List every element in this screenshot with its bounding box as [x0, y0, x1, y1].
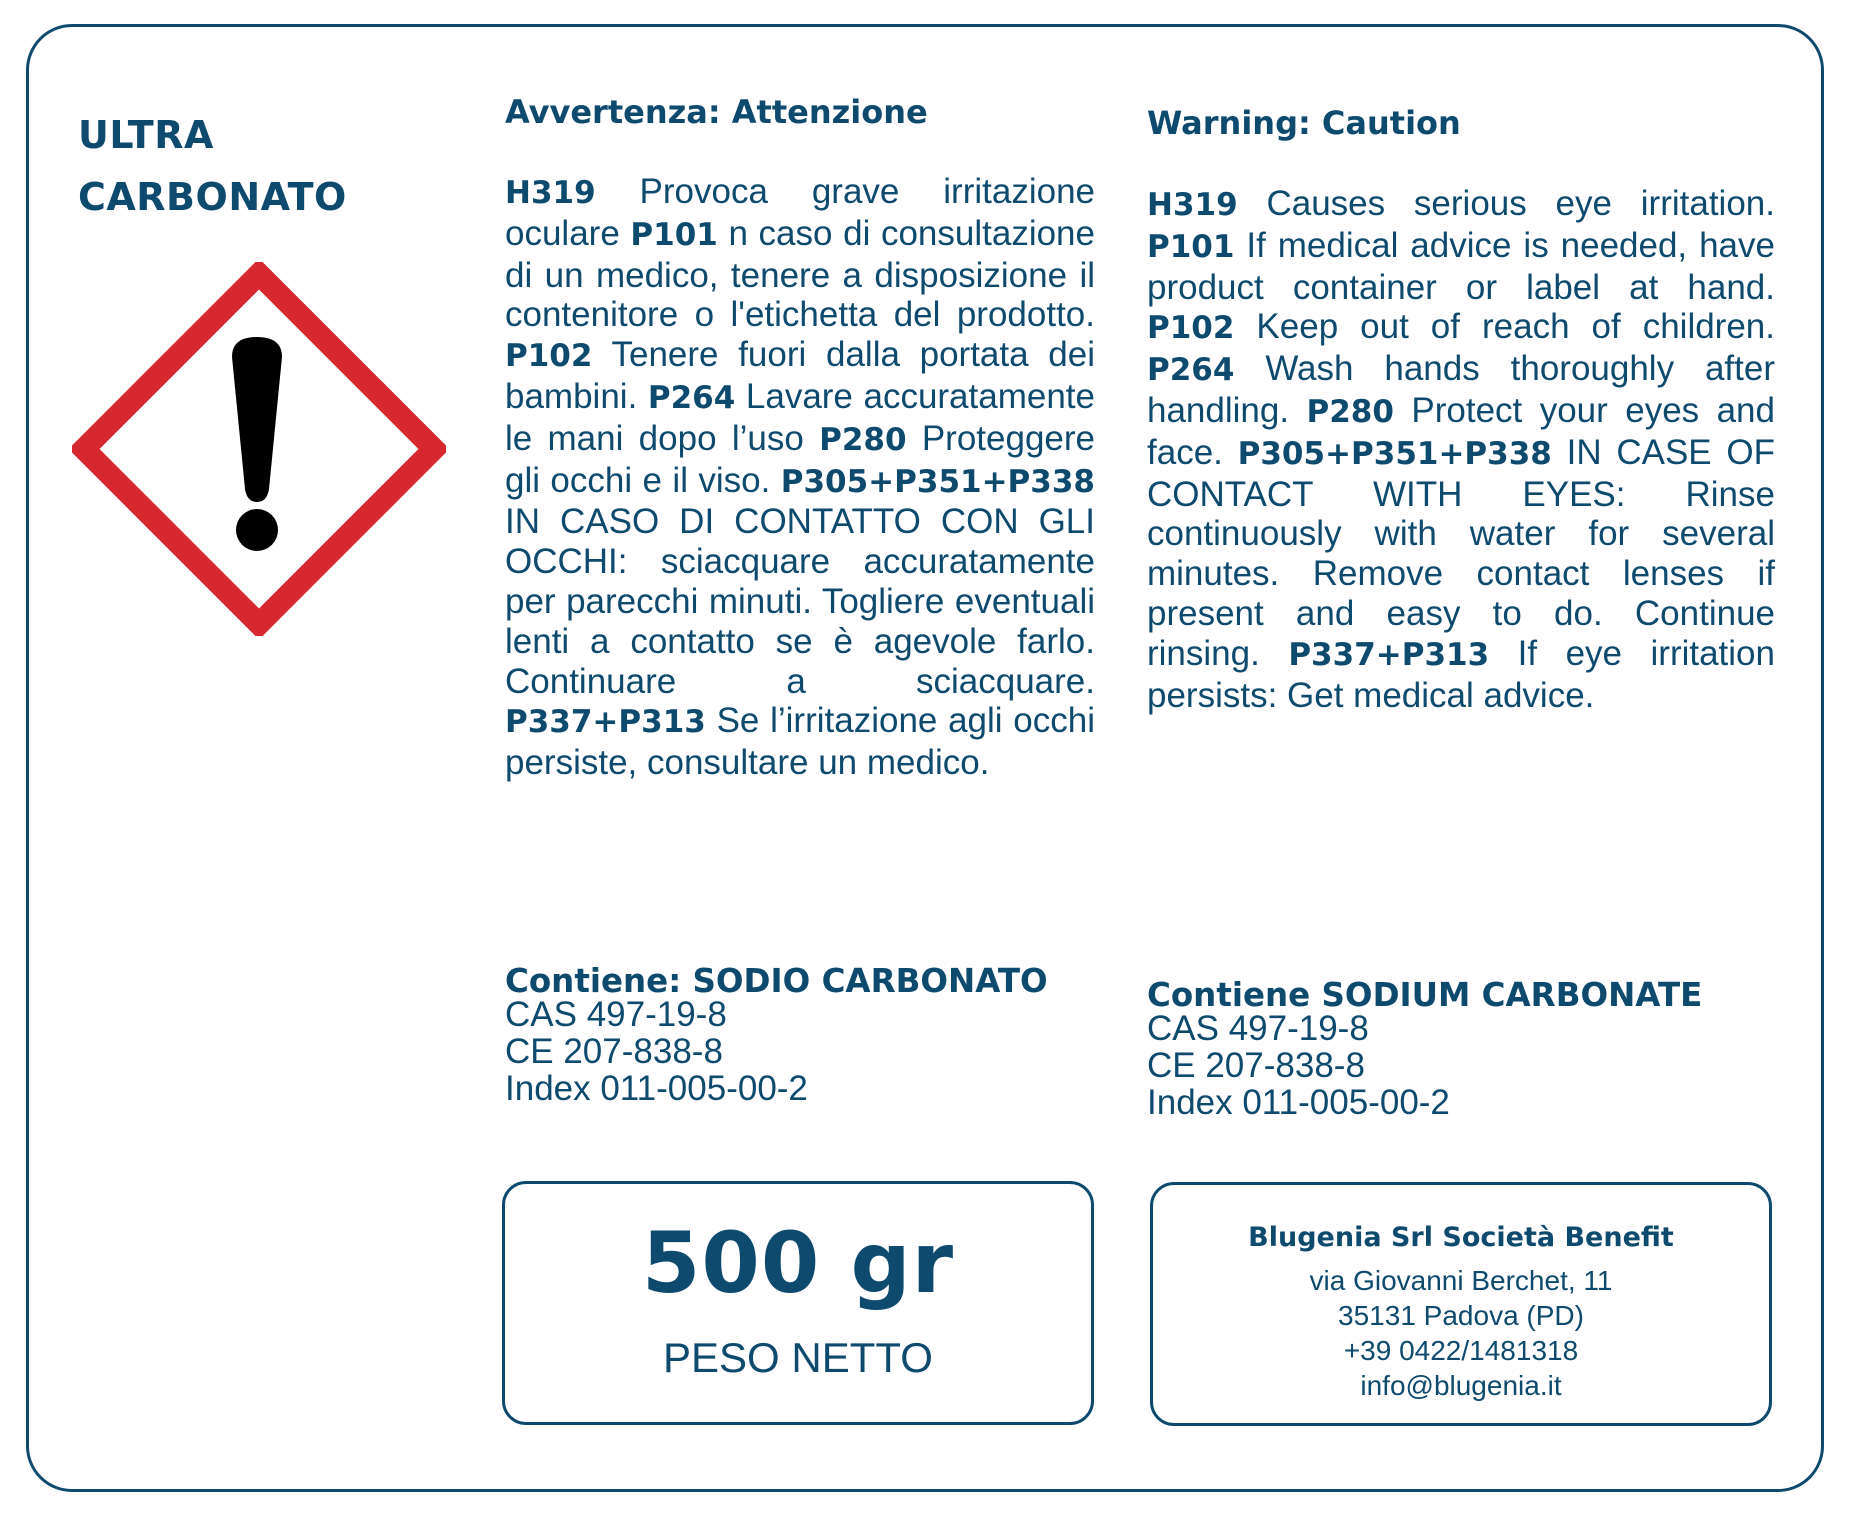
company-city: 35131 Padova (PD)	[1338, 1300, 1584, 1331]
statement-text: IN CASE OF CONTACT WITH EYES: Rinse continuously with water for several minutes. Remove contact lenses if present and easy to do. Continue rinsing.	[1147, 432, 1775, 673]
company-email: info@blugenia.it	[1360, 1370, 1562, 1401]
statement-code: P101	[630, 216, 718, 253]
statement-text: IN CASO DI CONTATTO CON GLI OCCHI: sciacquare accuratamente per parecchi minuti. Togliere eventuali lenti a contatto se è agevole farlo. Continuare a sciacquare.	[505, 502, 1095, 701]
exclamation-dot	[236, 509, 278, 551]
statement-text: Se l’irritazione agli occhi persiste, consultare un medico.	[505, 701, 1095, 783]
statement-code: H319	[505, 175, 596, 211]
statement-code: H319	[1147, 187, 1238, 223]
product-name-line-1: ULTRA	[78, 113, 214, 157]
italian-statements	[505, 172, 1095, 783]
statement-text: Proteggere gli occhi e il viso.	[505, 418, 1095, 500]
statement-code: P280	[819, 421, 907, 458]
product-name	[78, 104, 438, 228]
net-weight-box	[502, 1181, 1094, 1425]
english-contains-title: Contiene SODIUM CARBONATE	[1147, 976, 1703, 1014]
statement-code: P280	[1306, 393, 1394, 430]
statement-text: n caso di consultazione di un medico, tenere a disposizione il contenitore o l'etichetta del prodotto.	[505, 213, 1095, 335]
statement-code: P102	[1147, 310, 1235, 347]
statement-text: If eye irritation persists: Get medical advice.	[1147, 633, 1775, 715]
italian-cas-number: CAS 497-19-8	[505, 995, 727, 1034]
statement-code: P305+P351+P338	[1237, 435, 1552, 472]
english-ce-number: CE 207-838-8	[1147, 1046, 1365, 1085]
italian-contains-title: Contiene: SODIO CARBONATO	[505, 962, 1048, 1000]
statement-code: P102	[505, 338, 593, 375]
italian-ce-number: CE 207-838-8	[505, 1032, 723, 1071]
company-info-box	[1150, 1182, 1772, 1426]
statement-text: Provoca grave irritazione oculare	[505, 172, 1095, 253]
ghs-exclamation-mark-icon	[72, 262, 446, 636]
italian-warning-heading: Avvertenza: Attenzione	[505, 93, 928, 131]
statement-text: If medical advice is needed, have product container or label at hand.	[1147, 225, 1775, 307]
english-cas-number: CAS 497-19-8	[1147, 1009, 1369, 1048]
english-warning-heading: Warning: Caution	[1147, 104, 1461, 142]
statement-code: P337+P313	[505, 704, 706, 741]
italian-index-number: Index 011-005-00-2	[505, 1069, 808, 1108]
english-statements	[1147, 184, 1775, 715]
net-weight-label: PESO NETTO	[663, 1334, 933, 1381]
statement-text: Causes serious eye irritation.	[1237, 184, 1775, 223]
net-weight-value: 500 gr	[641, 1214, 955, 1312]
statement-text: Wash hands thoroughly after handling.	[1147, 349, 1775, 430]
company-street: via Giovanni Berchet, 11	[1309, 1265, 1613, 1296]
statement-code: P101	[1147, 228, 1235, 265]
english-index-number: Index 011-005-00-2	[1147, 1083, 1450, 1122]
company-name: Blugenia Srl Società Benefit	[1248, 1222, 1674, 1253]
statement-text: Lavare accuratamente le mani dopo l’uso	[505, 376, 1095, 458]
company-phone: +39 0422/1481318	[1343, 1335, 1579, 1366]
statement-code: P264	[647, 379, 736, 416]
statement-text: Tenere fuori dalla portata dei bambini.	[505, 335, 1095, 416]
product-name-line-2: CARBONATO	[78, 175, 347, 219]
statement-text: Protect your eyes and face.	[1147, 390, 1775, 472]
statement-text: Keep out of reach of children.	[1234, 307, 1775, 347]
statement-code: P337+P313	[1288, 636, 1490, 673]
statement-code: P264	[1147, 352, 1235, 389]
statement-code: P305+P351+P338	[780, 463, 1095, 500]
